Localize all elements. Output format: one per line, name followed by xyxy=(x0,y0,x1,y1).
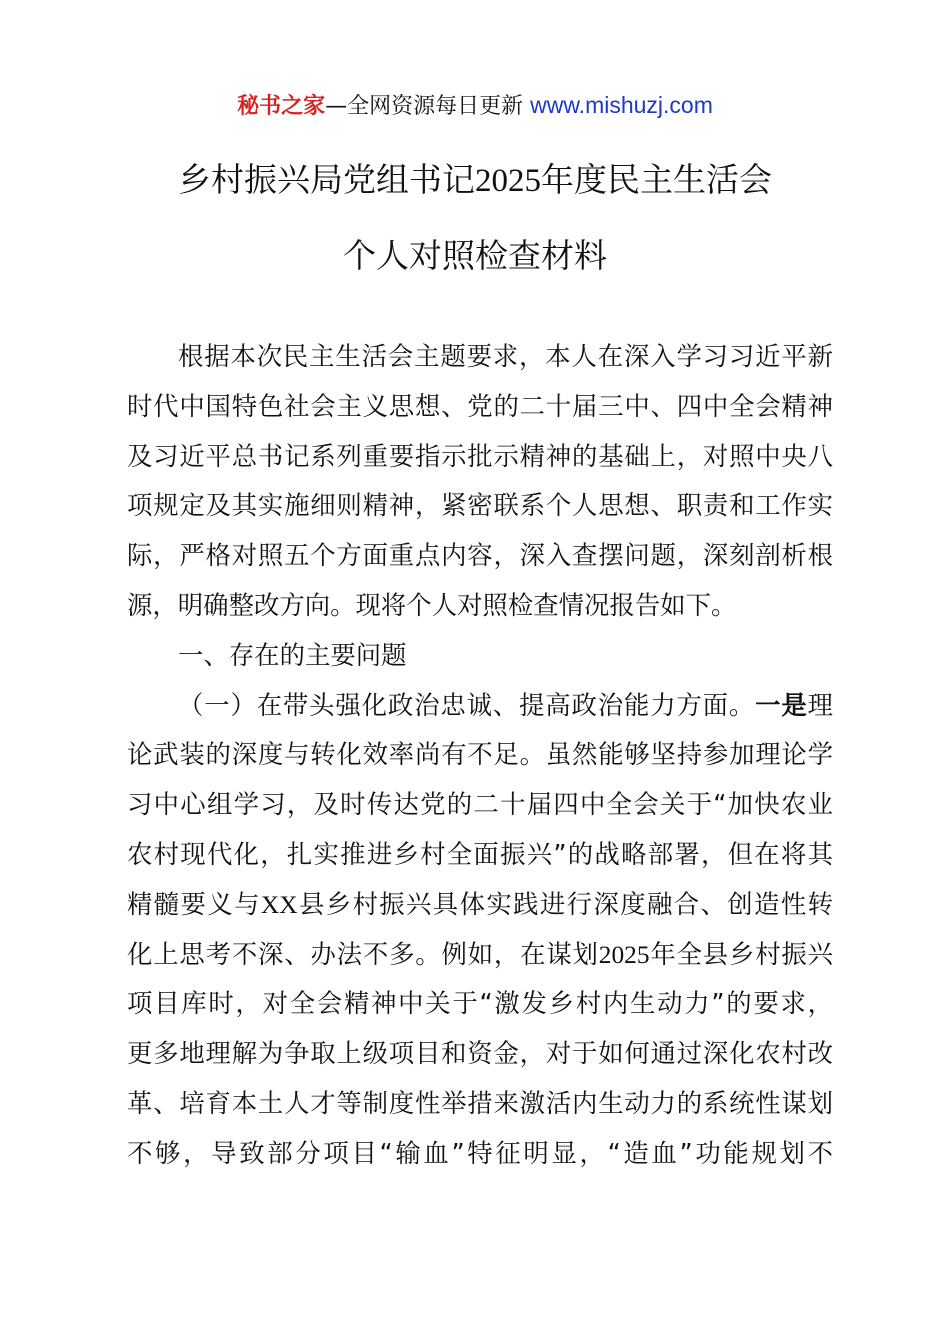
body-line: 论武装的深度与转化效率尚有不足。虽然能够坚持参加理论学 xyxy=(127,739,833,770)
point-marker: 一是 xyxy=(755,689,808,720)
body-line: 源，明确整改方向。现将个人对照检查情况报告如下。 xyxy=(127,589,737,620)
text-segment: 精髓要义与 xyxy=(127,888,261,919)
body-line: 不够，导致部分项目“输血”特征明显，“造血”功能规划不 xyxy=(127,1137,833,1168)
banner-brand: 秘书之家 xyxy=(237,94,326,119)
document-body xyxy=(127,332,833,1179)
body-line: 农村现代化，扎实推进乡村全面振兴”的战略部署，但在将其 xyxy=(127,838,833,869)
subsection-title: （一）在带头强化政治忠诚、提高政治能力方面。 xyxy=(178,689,756,720)
text-segment: 年全县乡村振兴 xyxy=(649,938,833,969)
body-line: 更多地理解为争取上级项目和资金，对于如何通过深化农村改 xyxy=(127,1038,833,1069)
banner-url-link[interactable]: www.mishuzj.com xyxy=(530,92,713,118)
body-line: 项规定及其实施细则精神，紧密联系个人思想、职责和工作实 xyxy=(127,490,833,521)
title-prefix: 乡村振兴局党组书记 xyxy=(178,160,475,199)
text-segment: 县乡村振兴具体实践进行深度融合、创造性转 xyxy=(297,888,833,919)
body-line: 革、培育本土人才等制度性举措来激活内生动力的系统性谋划 xyxy=(127,1087,833,1118)
body-line xyxy=(127,930,833,980)
subsection-line xyxy=(127,681,833,731)
section-heading: 一、存在的主要问题 xyxy=(178,639,407,670)
banner-slogan: —全网资源每日更新 xyxy=(325,94,531,119)
body-line: 际，严格对照五个方面重点内容，深入查摆问题，深刻剖析根 xyxy=(127,540,833,571)
title-suffix: 年度民主生活会 xyxy=(541,160,772,199)
subsection-continue: 理 xyxy=(807,689,833,720)
document-title-line-2: 个人对照检查材料 xyxy=(343,236,607,275)
body-line: 习中心组学习，及时传达党的二十届四中全会关于“加快农业 xyxy=(127,789,833,820)
county-placeholder: XX xyxy=(260,890,298,919)
site-banner xyxy=(0,88,950,124)
document-title-line-1 xyxy=(0,160,950,201)
body-line xyxy=(127,880,833,930)
title-year: 2025 xyxy=(475,163,541,199)
year-number: 2025 xyxy=(598,940,650,969)
body-line: 时代中国特色社会主义思想、党的二十届三中、四中全会精神 xyxy=(127,390,833,421)
body-line: 根据本次民主生活会主题要求，本人在深入学习习近平新 xyxy=(178,341,833,371)
body-line: 及习近平总书记系列重要指示批示精神的基础上，对照中央八 xyxy=(127,440,833,471)
text-segment: 化上思考不深、办法不多。例如，在谋划 xyxy=(127,938,599,969)
body-line: 项目库时，对全会精神中关于“激发乡村内生动力”的要求， xyxy=(127,988,833,1019)
